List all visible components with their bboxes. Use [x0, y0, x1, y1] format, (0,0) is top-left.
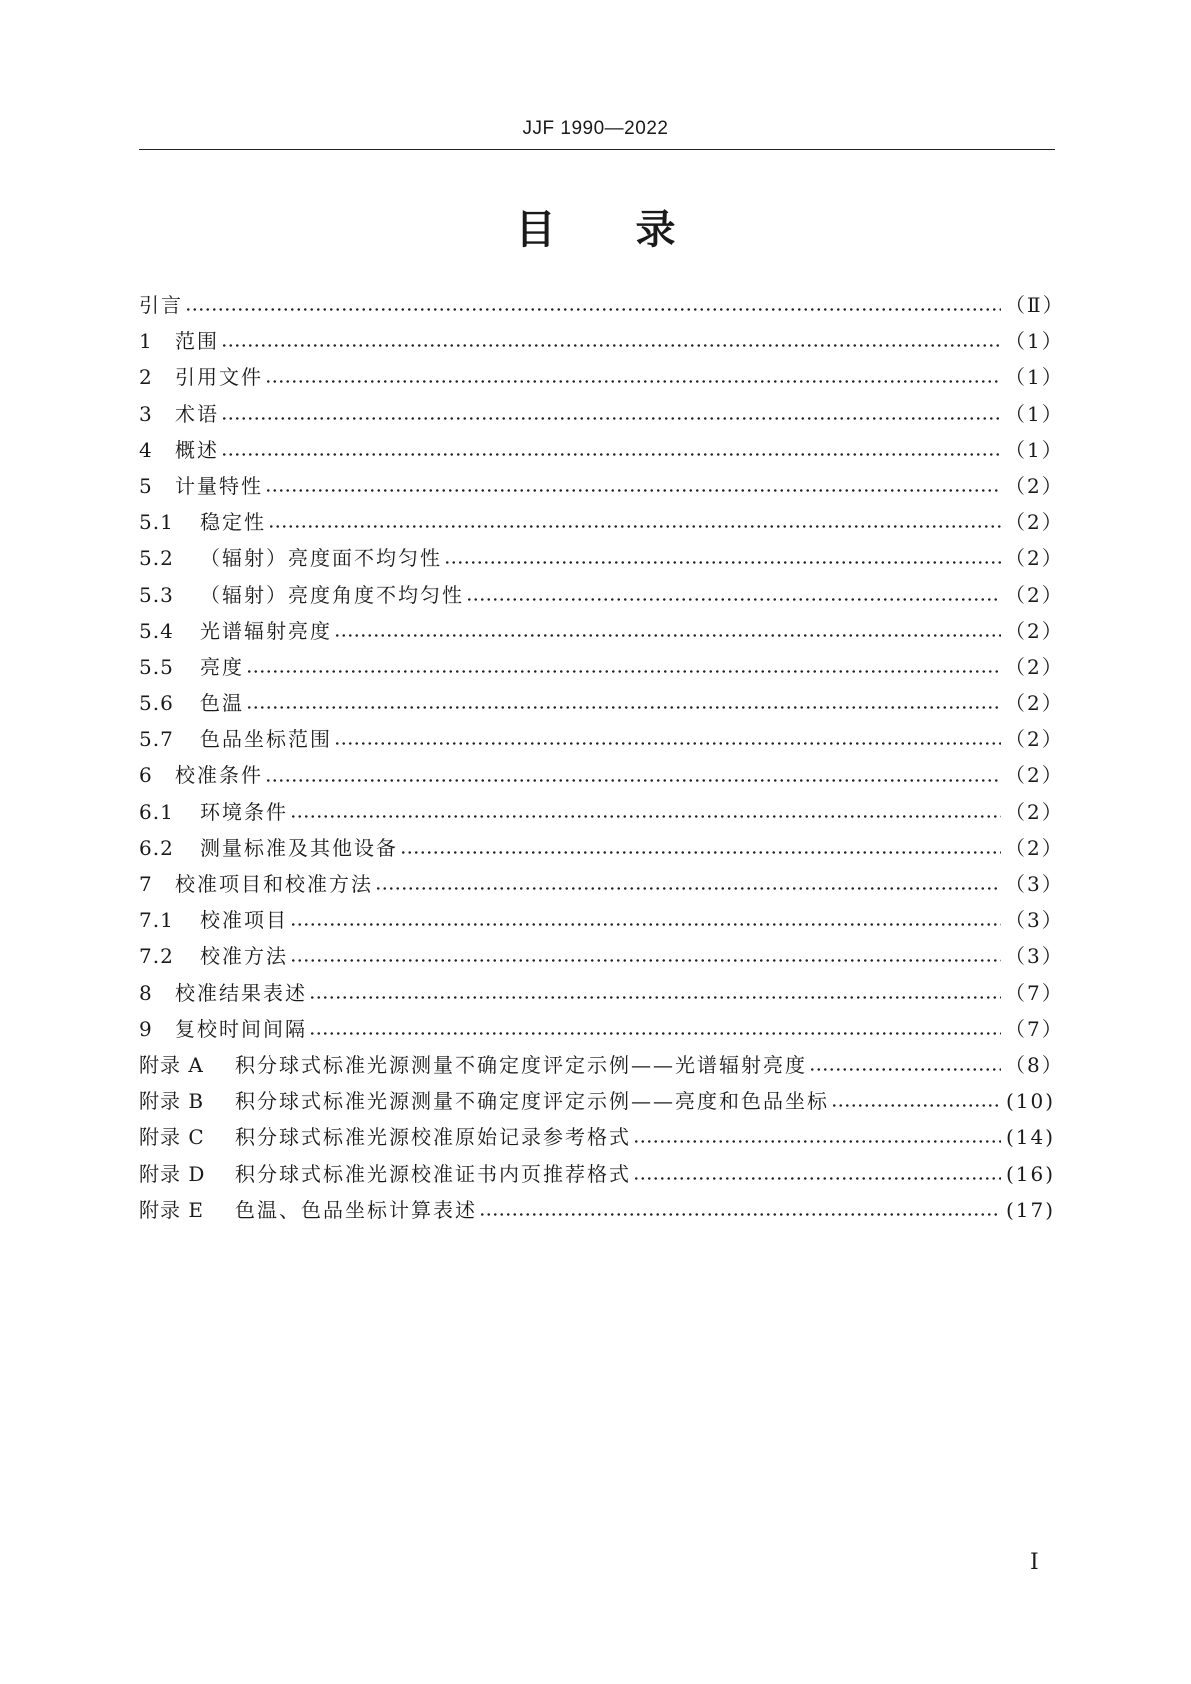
- toc-entry-label: 引用文件: [175, 365, 263, 390]
- toc-entry-label: 校准结果表述: [175, 980, 307, 1005]
- toc-entry-5-2[interactable]: [139, 540, 1064, 576]
- toc-entry-number: 6: [139, 763, 153, 788]
- toc-entry-number: 附录 C: [139, 1125, 205, 1150]
- toc-entry-label: 积分球式标准光源校准证书内页推荐格式: [235, 1161, 631, 1186]
- toc-leader-dots: [246, 693, 1001, 713]
- toc-entry-page: (10): [1005, 1089, 1055, 1114]
- toc-entry-number: 3: [139, 401, 153, 426]
- toc-leader-dots: [246, 657, 1001, 677]
- toc-entry-label: 概述: [175, 437, 219, 462]
- toc-entry-page: （1）: [1005, 365, 1064, 390]
- toc-entry-appendix-e[interactable]: [139, 1192, 1055, 1228]
- toc-leader-dots: [334, 729, 1001, 749]
- toc-entry-number: 6.2: [139, 835, 174, 860]
- toc-entry-number: 2: [139, 365, 153, 390]
- toc-entry-4[interactable]: [139, 432, 1064, 468]
- toc-leader-dots: [466, 585, 1001, 605]
- toc-entry-label: 稳定性: [200, 510, 266, 535]
- toc-leader-dots: [309, 983, 1001, 1003]
- toc-leader-dots: [265, 367, 1001, 387]
- toc-entry-label: 术语: [175, 401, 219, 426]
- toc-entry-page: （8）: [1005, 1052, 1064, 1077]
- toc-entry-5-5[interactable]: [139, 649, 1064, 685]
- table-of-contents: [139, 287, 1065, 1228]
- toc-entry-page: （2）: [1005, 654, 1064, 679]
- toc-leader-dots: [334, 621, 1001, 641]
- toc-entry-6-2[interactable]: [139, 830, 1064, 866]
- page-title: [0, 198, 1191, 255]
- toc-entry-label: 积分球式标准光源校准原始记录参考格式: [235, 1125, 631, 1150]
- toc-entry-label: （辐射）亮度面不均匀性: [200, 546, 442, 571]
- toc-entry-page: （3）: [1005, 872, 1064, 896]
- toc-entry-page: （2）: [1005, 763, 1064, 788]
- toc-entry-number: 7: [139, 872, 153, 896]
- toc-leader-dots: [633, 1127, 1001, 1147]
- toc-entry-label: 积分球式标准光源测量不确定度评定示例——光谱辐射亮度: [235, 1052, 807, 1077]
- toc-leader-dots: [290, 910, 1001, 930]
- toc-leader-dots: [400, 838, 1001, 858]
- toc-entry-label: 计量特性: [175, 473, 263, 498]
- toc-entry-page: （2）: [1005, 473, 1064, 498]
- toc-leader-dots: [809, 1055, 1001, 1075]
- toc-leader-dots: [221, 404, 1001, 424]
- toc-entry-label: 色温、色品坐标计算表述: [235, 1197, 477, 1222]
- toc-entry-page: （2）: [1005, 618, 1064, 643]
- toc-entry-number: 5: [139, 473, 153, 498]
- toc-leader-dots: [265, 766, 1001, 786]
- toc-entry-label: 光谱辐射亮度: [200, 618, 332, 643]
- toc-entry-number: 附录 E: [139, 1197, 204, 1222]
- document-code: JJF 1990—2022: [522, 118, 669, 139]
- toc-entry-appendix-a[interactable]: [139, 1047, 1064, 1083]
- toc-leader-dots: [633, 1164, 1001, 1184]
- toc-entry-5-4[interactable]: [139, 613, 1064, 649]
- toc-entry-page: （2）: [1005, 835, 1064, 860]
- toc-entry-3[interactable]: [139, 396, 1064, 432]
- toc-entry-number: 8: [139, 980, 153, 1005]
- toc-entry-1[interactable]: [139, 323, 1064, 359]
- toc-entry-label: 测量标准及其他设备: [200, 835, 398, 860]
- toc-leader-dots: [375, 874, 1001, 894]
- toc-entry-5-7[interactable]: [139, 721, 1064, 757]
- toc-entry-8[interactable]: [139, 975, 1064, 1011]
- toc-entry-number: 附录 D: [139, 1161, 206, 1186]
- toc-leader-dots: [309, 1019, 1001, 1039]
- toc-entry-number: 5.7: [139, 727, 174, 752]
- toc-entry-page: （2）: [1005, 691, 1064, 716]
- toc-entry-number: 5.2: [139, 546, 174, 571]
- toc-leader-dots: [221, 331, 1001, 351]
- page-number: Ⅰ: [1030, 1550, 1039, 1575]
- toc-leader-dots: [268, 512, 1001, 532]
- toc-leader-dots: [221, 440, 1001, 460]
- toc-leader-dots: [479, 1200, 1001, 1220]
- toc-entry-page: （2）: [1005, 546, 1064, 571]
- toc-entry-page: （1）: [1005, 437, 1064, 462]
- toc-entry-5-3[interactable]: [139, 577, 1064, 613]
- toc-entry-6[interactable]: [139, 757, 1064, 793]
- toc-entry-appendix-b[interactable]: [139, 1083, 1055, 1119]
- toc-entry-number: 7.2: [139, 944, 174, 969]
- toc-entry-number: 5.6: [139, 691, 174, 716]
- toc-entry-page: (17): [1005, 1197, 1055, 1222]
- toc-entry-label: 环境条件: [200, 799, 288, 824]
- toc-entry-label: 色温: [200, 691, 244, 716]
- toc-entry-number: 5.4: [139, 618, 174, 643]
- toc-entry-2[interactable]: [139, 359, 1064, 395]
- toc-entry-6-1[interactable]: [139, 794, 1064, 830]
- toc-entry-page: (14): [1005, 1125, 1055, 1150]
- toc-entry-7[interactable]: [139, 866, 1064, 902]
- toc-entry-introduction[interactable]: [139, 287, 1065, 323]
- toc-leader-dots: [831, 1091, 1001, 1111]
- toc-entry-page: （2）: [1005, 582, 1064, 607]
- toc-entry-number: 附录 A: [139, 1052, 204, 1077]
- toc-entry-page: （Ⅱ）: [1005, 293, 1065, 317]
- toc-leader-dots: [265, 476, 1001, 496]
- toc-entry-page: （7）: [1005, 1016, 1064, 1041]
- toc-entry-label: 复校时间间隔: [175, 1016, 307, 1041]
- toc-entry-appendix-d[interactable]: [139, 1156, 1055, 1192]
- toc-leader-dots: [290, 802, 1001, 822]
- toc-entry-number: 6.1: [139, 799, 174, 824]
- toc-entry-label: 校准条件: [175, 763, 263, 788]
- toc-entry-page: （2）: [1005, 799, 1064, 824]
- toc-entry-appendix-c[interactable]: [139, 1119, 1055, 1155]
- toc-entry-page: （2）: [1005, 727, 1064, 752]
- toc-entry-page: （2）: [1005, 510, 1064, 535]
- toc-entry-number: 5.1: [139, 510, 174, 535]
- toc-entry-number: 5.5: [139, 654, 174, 679]
- toc-entry-7-1[interactable]: [139, 902, 1064, 938]
- toc-entry-page: （7）: [1005, 980, 1064, 1005]
- toc-leader-dots: [185, 295, 1001, 315]
- toc-entry-5[interactable]: [139, 468, 1064, 504]
- toc-entry-number: 4: [139, 437, 153, 462]
- toc-entry-label: 校准项目和校准方法: [175, 872, 373, 896]
- toc-entry-label: 校准方法: [200, 944, 288, 969]
- page-title-right: 录: [635, 207, 676, 253]
- header-divider: [139, 149, 1055, 150]
- toc-entry-page: （1）: [1005, 401, 1064, 426]
- toc-entry-5-1[interactable]: [139, 504, 1064, 540]
- toc-entry-number: 9: [139, 1016, 153, 1041]
- toc-entry-7-2[interactable]: [139, 938, 1064, 974]
- toc-leader-dots: [290, 946, 1001, 966]
- toc-entry-5-6[interactable]: [139, 685, 1064, 721]
- toc-entry-label: 色品坐标范围: [200, 727, 332, 752]
- toc-entry-page: （3）: [1005, 908, 1064, 933]
- toc-entry-page: (16): [1005, 1161, 1055, 1186]
- toc-entry-number: 附录 B: [139, 1089, 205, 1114]
- toc-entry-label: 亮度: [200, 654, 244, 679]
- toc-entry-9[interactable]: [139, 1011, 1064, 1047]
- toc-entry-label: 积分球式标准光源测量不确定度评定示例——亮度和色品坐标: [235, 1089, 829, 1114]
- toc-entry-label: 范围: [175, 329, 219, 354]
- toc-entry-number: 7.1: [139, 908, 174, 933]
- toc-leader-dots: [444, 548, 1001, 568]
- toc-entry-number: 1: [139, 329, 153, 354]
- toc-entry-page: （3）: [1005, 944, 1064, 969]
- page-title-left: 目: [515, 207, 556, 253]
- toc-entry-label: 引言: [139, 293, 183, 317]
- toc-entry-number: 5.3: [139, 582, 174, 607]
- toc-entry-label: 校准项目: [200, 908, 288, 933]
- toc-entry-label: （辐射）亮度角度不均匀性: [200, 582, 464, 607]
- toc-entry-page: （1）: [1005, 329, 1064, 354]
